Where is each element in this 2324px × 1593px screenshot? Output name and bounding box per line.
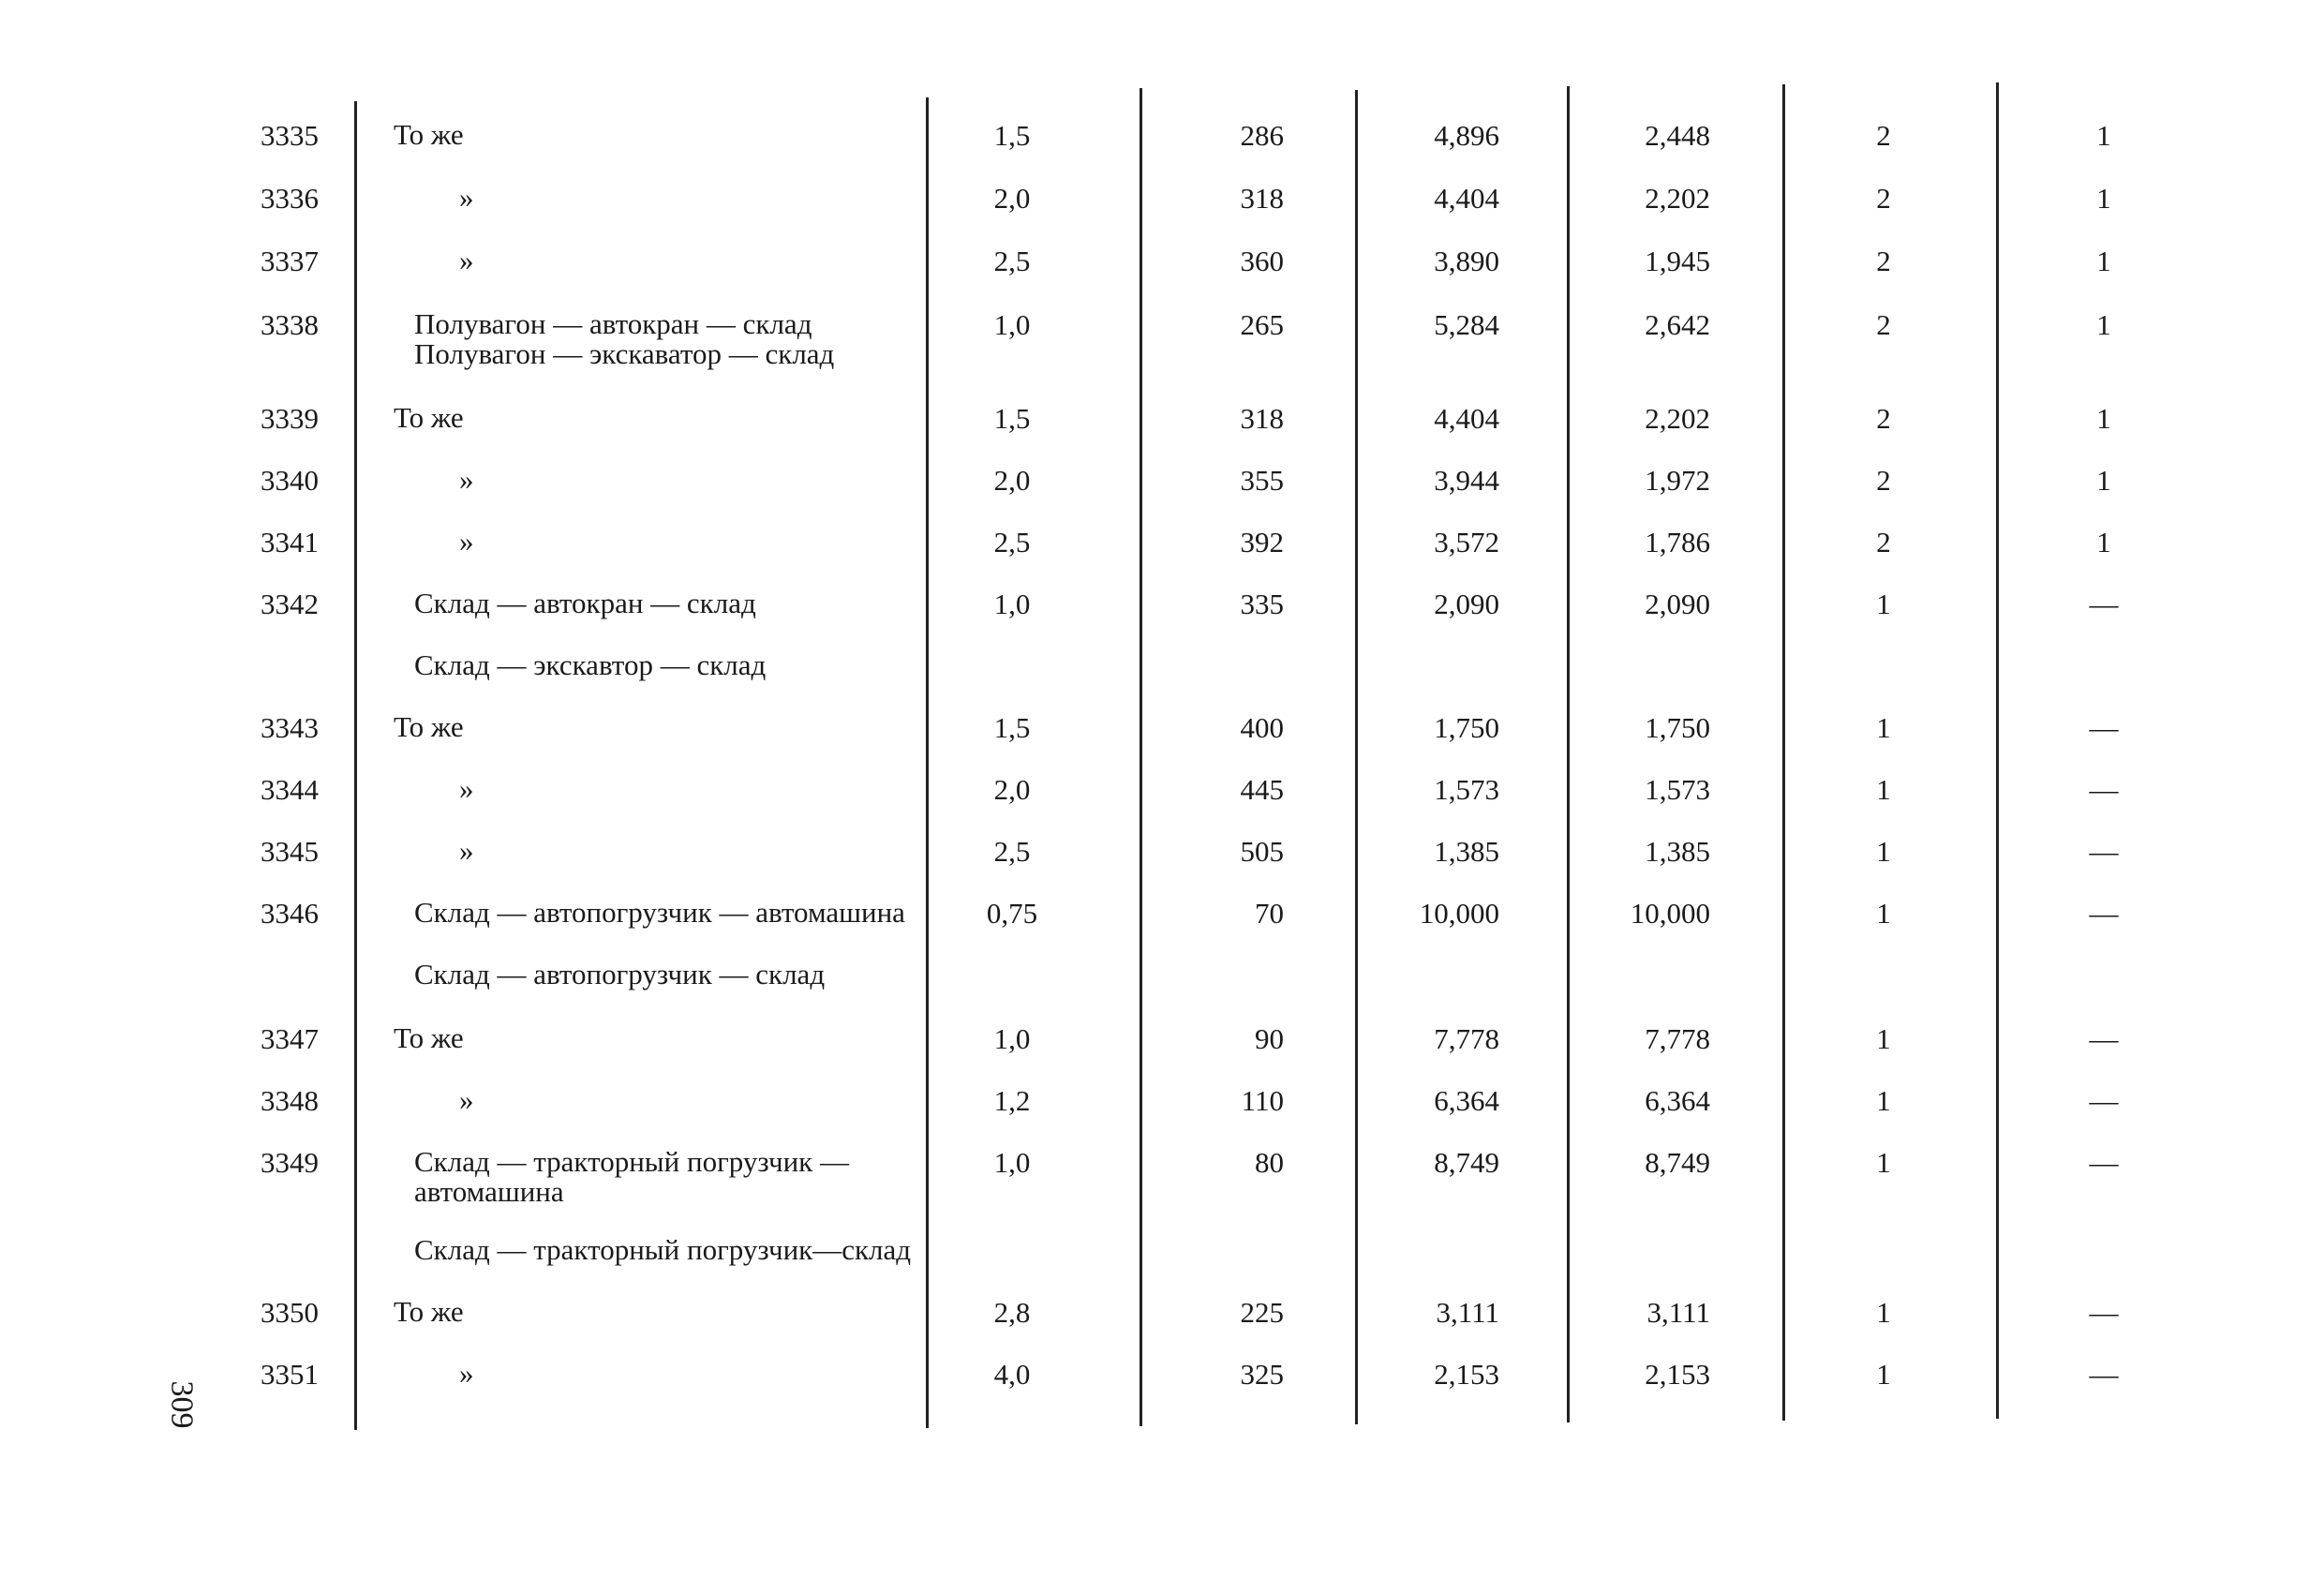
cell-col-d: 3,111 [1646, 1296, 1710, 1329]
cell-col-a: 2,0 [993, 464, 1031, 497]
table-row [0, 1147, 2324, 1209]
table-row [0, 1297, 2324, 1359]
cell-col-b: 392 [1240, 526, 1284, 558]
table-row [0, 465, 2324, 527]
cell-col-a: 1,0 [993, 588, 1031, 620]
cell-col-b: 265 [1240, 308, 1284, 341]
cell-col-d: 1,385 [1645, 835, 1710, 868]
row-number: 3350 [261, 1296, 319, 1329]
row-number: 3349 [261, 1146, 319, 1179]
cell-col-a: 1,5 [993, 119, 1031, 152]
cell-col-f: 1 [2096, 402, 2111, 435]
cell-col-c: 7,778 [1434, 1022, 1499, 1055]
cell-col-d: 2,202 [1645, 402, 1710, 435]
cell-col-a: 2,0 [993, 773, 1031, 806]
cell-col-e: 1 [1876, 1296, 1891, 1329]
cell-col-e: 2 [1876, 119, 1891, 152]
row-description: » [459, 1357, 474, 1390]
cell-col-b: 400 [1240, 711, 1284, 744]
cell-col-e: 1 [1876, 711, 1891, 744]
table-row [0, 403, 2324, 465]
cell-col-e: 1 [1876, 1022, 1891, 1055]
table-row [0, 836, 2324, 898]
cell-col-a: 1,2 [993, 1084, 1031, 1117]
table-row [0, 650, 2324, 712]
cell-col-e: 1 [1876, 773, 1891, 806]
cell-col-e: 2 [1876, 402, 1891, 435]
cell-col-e: 1 [1876, 1358, 1891, 1391]
row-description: То же [394, 1021, 464, 1054]
row-number: 3338 [261, 308, 319, 341]
row-number: 3339 [261, 402, 319, 435]
cell-col-d: 1,573 [1645, 773, 1710, 806]
cell-col-b: 70 [1255, 897, 1284, 930]
cell-col-f: — [2089, 1022, 2119, 1055]
cell-col-f: — [2089, 835, 2119, 868]
row-description: То же [394, 710, 464, 743]
cell-col-f: — [2089, 1146, 2119, 1179]
row-number: 3336 [261, 182, 319, 215]
row-number: 3335 [261, 119, 319, 152]
row-description: Склад — тракторный погрузчик — автомашина [414, 1145, 849, 1208]
table-row [0, 960, 2324, 1021]
cell-col-b: 318 [1240, 182, 1284, 215]
cell-col-f: 1 [2096, 119, 2111, 152]
row-number: 3337 [261, 245, 319, 277]
cell-col-e: 1 [1876, 835, 1891, 868]
cell-col-a: 2,5 [993, 526, 1031, 558]
cell-col-b: 325 [1240, 1358, 1284, 1391]
cell-col-e: 2 [1876, 308, 1891, 341]
row-description: Склад — тракторный погрузчик—склад [414, 1233, 912, 1266]
row-description: » [459, 244, 474, 276]
cell-col-e: 1 [1876, 897, 1891, 930]
cell-col-c: 4,404 [1434, 402, 1499, 435]
table-row [0, 774, 2324, 836]
row-description: Полувагон — автокран — склад Полувагон — экскаватор — склад [414, 307, 835, 370]
cell-col-f: — [2089, 1084, 2119, 1117]
cell-col-d: 2,448 [1645, 119, 1710, 152]
row-description: » [459, 1083, 474, 1116]
cell-col-a: 2,8 [993, 1296, 1031, 1329]
cell-col-e: 2 [1876, 245, 1891, 277]
cell-col-a: 1,5 [993, 402, 1031, 435]
cell-col-e: 1 [1876, 1084, 1891, 1117]
row-description: Склад — автокран — склад [414, 587, 756, 619]
cell-col-c: 2,090 [1434, 588, 1499, 620]
row-description: То же [394, 401, 464, 434]
cell-col-b: 225 [1240, 1296, 1284, 1329]
cell-col-c: 6,364 [1434, 1084, 1499, 1117]
row-description: То же [394, 118, 464, 151]
row-number: 3347 [261, 1022, 319, 1055]
row-number: 3346 [261, 897, 319, 930]
cell-col-d: 1,972 [1645, 464, 1710, 497]
cell-col-f: 1 [2096, 464, 2111, 497]
row-number: 3344 [261, 773, 319, 806]
cell-col-d: 2,642 [1645, 308, 1710, 341]
cell-col-a: 2,5 [993, 835, 1031, 868]
table-row [0, 712, 2324, 774]
row-number: 3351 [261, 1358, 319, 1391]
row-number: 3342 [261, 588, 319, 620]
cell-col-b: 110 [1241, 1084, 1284, 1117]
cell-col-a: 1,0 [993, 1146, 1031, 1179]
cell-col-f: — [2089, 897, 2119, 930]
cell-col-e: 2 [1876, 526, 1891, 558]
cell-col-b: 505 [1240, 835, 1284, 868]
cell-col-d: 2,090 [1645, 588, 1710, 620]
row-description: Склад — автопогрузчик — автомашина [414, 896, 905, 929]
cell-col-f: — [2089, 1296, 2119, 1329]
table-row [0, 1085, 2324, 1147]
cell-col-c: 3,111 [1436, 1296, 1499, 1329]
cell-col-b: 90 [1255, 1022, 1284, 1055]
cell-col-a: 1,5 [993, 711, 1031, 744]
cell-col-c: 5,284 [1434, 308, 1499, 341]
row-description: » [459, 181, 474, 214]
cell-col-c: 2,153 [1434, 1358, 1499, 1391]
cell-col-d: 1,945 [1645, 245, 1710, 277]
table-row [0, 309, 2324, 371]
cell-col-f: — [2089, 1358, 2119, 1391]
cell-col-c: 4,896 [1434, 119, 1499, 152]
cell-col-a: 1,0 [993, 1022, 1031, 1055]
row-description: » [459, 525, 474, 558]
cell-col-c: 8,749 [1434, 1146, 1499, 1179]
cell-col-a: 0,75 [986, 897, 1038, 930]
table-row [0, 588, 2324, 650]
cell-col-b: 355 [1240, 464, 1284, 497]
cell-col-b: 286 [1240, 119, 1284, 152]
cell-col-f: — [2089, 711, 2119, 744]
cell-col-b: 335 [1240, 588, 1284, 620]
cell-col-c: 1,573 [1434, 773, 1499, 806]
cell-col-d: 2,202 [1645, 182, 1710, 215]
cell-col-c: 3,890 [1434, 245, 1499, 277]
cell-col-d: 10,000 [1630, 897, 1710, 930]
table-row [0, 246, 2324, 307]
row-number: 3343 [261, 711, 319, 744]
cell-col-e: 2 [1876, 464, 1891, 497]
table-row [0, 1235, 2324, 1297]
table-row [0, 1359, 2324, 1421]
cell-col-d: 1,750 [1645, 711, 1710, 744]
table-row [0, 898, 2324, 960]
page-number: 309 [164, 1380, 200, 1429]
cell-col-d: 1,786 [1645, 526, 1710, 558]
cell-col-e: 2 [1876, 182, 1891, 215]
row-number: 3341 [261, 526, 319, 558]
row-number: 3348 [261, 1084, 319, 1117]
cell-col-e: 1 [1876, 1146, 1891, 1179]
cell-col-d: 6,364 [1645, 1084, 1710, 1117]
cell-col-f: — [2089, 588, 2119, 620]
cell-col-f: 1 [2096, 308, 2111, 341]
cell-col-c: 3,944 [1434, 464, 1499, 497]
row-description: Склад — автопогрузчик — склад [414, 958, 826, 990]
cell-col-a: 2,5 [993, 245, 1031, 277]
table-row [0, 183, 2324, 245]
row-description: » [459, 834, 474, 867]
table-row [0, 1023, 2324, 1085]
cell-col-e: 1 [1876, 588, 1891, 620]
table-row [0, 527, 2324, 588]
cell-col-d: 8,749 [1645, 1146, 1710, 1179]
row-description: Склад — экскавтор — склад [414, 648, 767, 681]
row-description: » [459, 772, 474, 805]
cell-col-b: 318 [1240, 402, 1284, 435]
cell-col-d: 2,153 [1645, 1358, 1710, 1391]
cell-col-d: 7,778 [1645, 1022, 1710, 1055]
cell-col-b: 445 [1240, 773, 1284, 806]
cell-col-f: — [2089, 773, 2119, 806]
cell-col-f: 1 [2096, 526, 2111, 558]
cell-col-c: 1,385 [1434, 835, 1499, 868]
row-description: » [459, 463, 474, 496]
cell-col-a: 4,0 [993, 1358, 1031, 1391]
cell-col-a: 1,0 [993, 308, 1031, 341]
cell-col-b: 360 [1240, 245, 1284, 277]
cell-col-b: 80 [1255, 1146, 1284, 1179]
cell-col-f: 1 [2096, 245, 2111, 277]
table-row [0, 120, 2324, 182]
row-number: 3340 [261, 464, 319, 497]
cell-col-c: 10,000 [1419, 897, 1499, 930]
cell-col-c: 1,750 [1434, 711, 1499, 744]
cell-col-a: 2,0 [993, 182, 1031, 215]
cell-col-f: 1 [2096, 182, 2111, 215]
cell-col-c: 4,404 [1434, 182, 1499, 215]
cell-col-c: 3,572 [1434, 526, 1499, 558]
row-number: 3345 [261, 835, 319, 868]
row-description: То же [394, 1295, 464, 1328]
